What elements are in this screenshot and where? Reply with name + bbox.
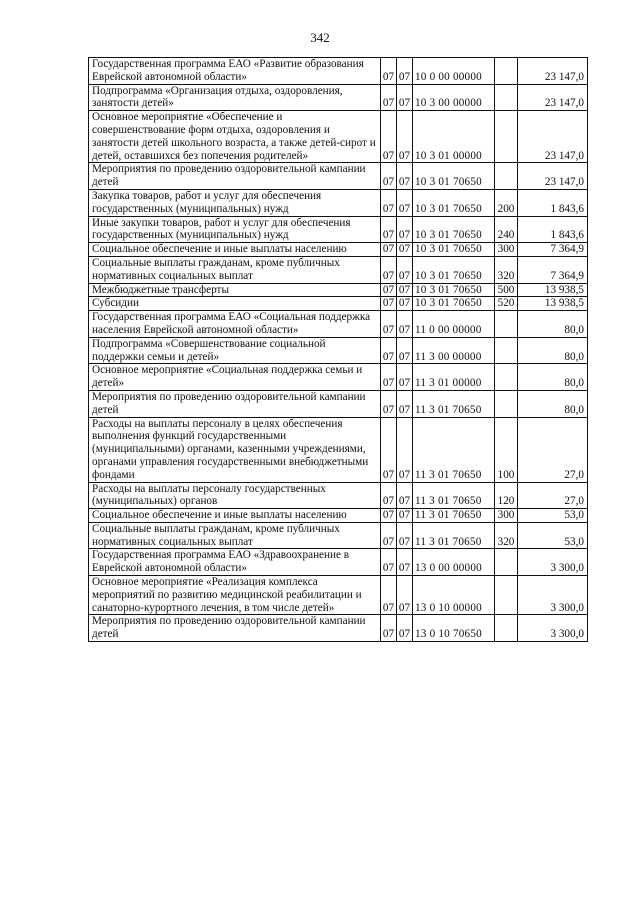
row-subsection: 07 <box>397 189 413 216</box>
row-target-code: 10 3 01 70650 <box>413 243 495 257</box>
table-row <box>89 283 588 297</box>
row-name: Расходы на выплаты персоналу в целях обеспечения выполнения функций государственными (муниципальными) органами, казенными учреждениями, органами управления государственными внебюджетными фондами <box>89 417 381 482</box>
row-target-code: 11 3 01 70650 <box>413 509 495 523</box>
row-subsection: 07 <box>397 364 413 391</box>
row-name: Основное мероприятие «Обеспечение и совершенствование форм отдыха, оздоровления и занятости детей школьного возраста, а также детей-сирот и детей, оставшихся без попечения родителей» <box>89 111 381 163</box>
row-expense-type: 300 <box>495 509 518 523</box>
row-target-code: 11 3 01 70650 <box>413 522 495 549</box>
table-row <box>89 549 588 576</box>
row-expense-type <box>495 337 518 364</box>
row-expense-type <box>495 163 518 190</box>
row-subsection: 07 <box>397 337 413 364</box>
row-section: 07 <box>381 522 397 549</box>
row-section: 07 <box>381 111 397 163</box>
table-row <box>89 256 588 283</box>
row-name: Мероприятия по проведению оздоровительной кампании детей <box>89 615 381 642</box>
row-expense-type <box>495 58 518 85</box>
row-expense-type: 320 <box>495 522 518 549</box>
row-subsection: 07 <box>397 509 413 523</box>
table-row <box>89 482 588 509</box>
row-sum: 3 300,0 <box>518 549 588 576</box>
row-sum: 23 147,0 <box>518 111 588 163</box>
row-expense-type: 200 <box>495 189 518 216</box>
row-expense-type: 240 <box>495 216 518 243</box>
row-expense-type <box>495 390 518 417</box>
row-section: 07 <box>381 482 397 509</box>
row-name: Государственная программа ЕАО «Здравоохранение в Еврейской автономной области» <box>89 549 381 576</box>
table-row <box>89 216 588 243</box>
table-row <box>89 509 588 523</box>
table-row <box>89 84 588 111</box>
row-expense-type <box>495 364 518 391</box>
row-target-code: 11 3 01 00000 <box>413 364 495 391</box>
row-section: 07 <box>381 283 397 297</box>
row-sum: 23 147,0 <box>518 84 588 111</box>
table-row <box>89 337 588 364</box>
row-subsection: 07 <box>397 417 413 482</box>
row-subsection: 07 <box>397 297 413 311</box>
row-sum: 80,0 <box>518 311 588 338</box>
table-row <box>89 297 588 311</box>
row-name: Межбюджетные трансферты <box>89 283 381 297</box>
row-section: 07 <box>381 615 397 642</box>
row-name: Подпрограмма «Организация отдыха, оздоровления, занятости детей» <box>89 84 381 111</box>
row-section: 07 <box>381 364 397 391</box>
row-sum: 80,0 <box>518 337 588 364</box>
row-expense-type <box>495 84 518 111</box>
row-subsection: 07 <box>397 243 413 257</box>
row-subsection: 07 <box>397 84 413 111</box>
table-row <box>89 243 588 257</box>
table-row <box>89 390 588 417</box>
row-section: 07 <box>381 576 397 615</box>
row-sum: 7 364,9 <box>518 243 588 257</box>
row-name: Иные закупки товаров, работ и услуг для обеспечения государственных (муниципальных) нужд <box>89 216 381 243</box>
row-target-code: 10 3 01 70650 <box>413 283 495 297</box>
table-row <box>89 576 588 615</box>
row-name: Основное мероприятие «Реализация комплекса мероприятий по развитию медицинской реабилитации и санаторно-курортного лечения, в том числе детей» <box>89 576 381 615</box>
row-sum: 7 364,9 <box>518 256 588 283</box>
row-expense-type <box>495 615 518 642</box>
row-sum: 13 938,5 <box>518 297 588 311</box>
row-name: Закупка товаров, работ и услуг для обеспечения государственных (муниципальных) нужд <box>89 189 381 216</box>
row-sum: 3 300,0 <box>518 615 588 642</box>
row-name: Подпрограмма «Совершенствование социальной поддержки семьи и детей» <box>89 337 381 364</box>
row-section: 07 <box>381 256 397 283</box>
row-subsection: 07 <box>397 163 413 190</box>
table-row <box>89 417 588 482</box>
row-subsection: 07 <box>397 390 413 417</box>
row-section: 07 <box>381 84 397 111</box>
row-expense-type: 320 <box>495 256 518 283</box>
row-subsection: 07 <box>397 58 413 85</box>
row-name: Социальное обеспечение и иные выплаты населению <box>89 243 381 257</box>
row-expense-type <box>495 576 518 615</box>
row-target-code: 11 3 00 00000 <box>413 337 495 364</box>
row-name: Социальные выплаты гражданам, кроме публичных нормативных социальных выплат <box>89 522 381 549</box>
row-target-code: 10 3 01 70650 <box>413 297 495 311</box>
row-subsection: 07 <box>397 283 413 297</box>
row-name: Мероприятия по проведению оздоровительной кампании детей <box>89 390 381 417</box>
table-row <box>89 311 588 338</box>
row-subsection: 07 <box>397 615 413 642</box>
row-sum: 1 843,6 <box>518 189 588 216</box>
row-sum: 23 147,0 <box>518 163 588 190</box>
row-target-code: 10 3 00 00000 <box>413 84 495 111</box>
row-target-code: 11 3 01 70650 <box>413 482 495 509</box>
row-expense-type <box>495 111 518 163</box>
row-section: 07 <box>381 509 397 523</box>
row-expense-type: 500 <box>495 283 518 297</box>
row-expense-type: 520 <box>495 297 518 311</box>
row-subsection: 07 <box>397 111 413 163</box>
row-section: 07 <box>381 216 397 243</box>
row-subsection: 07 <box>397 522 413 549</box>
row-subsection: 07 <box>397 576 413 615</box>
row-target-code: 13 0 10 70650 <box>413 615 495 642</box>
row-section: 07 <box>381 549 397 576</box>
row-sum: 27,0 <box>518 417 588 482</box>
row-target-code: 11 3 01 70650 <box>413 390 495 417</box>
row-subsection: 07 <box>397 311 413 338</box>
row-sum: 3 300,0 <box>518 576 588 615</box>
row-section: 07 <box>381 297 397 311</box>
row-subsection: 07 <box>397 216 413 243</box>
budget-table <box>88 57 588 642</box>
row-target-code: 11 3 01 70650 <box>413 417 495 482</box>
table-row <box>89 615 588 642</box>
row-target-code: 10 0 00 00000 <box>413 58 495 85</box>
row-name: Социальные выплаты гражданам, кроме публичных нормативных социальных выплат <box>89 256 381 283</box>
row-section: 07 <box>381 417 397 482</box>
row-expense-type <box>495 549 518 576</box>
row-subsection: 07 <box>397 549 413 576</box>
row-section: 07 <box>381 337 397 364</box>
row-section: 07 <box>381 163 397 190</box>
table-row <box>89 163 588 190</box>
row-section: 07 <box>381 390 397 417</box>
row-sum: 53,0 <box>518 522 588 549</box>
row-sum: 23 147,0 <box>518 58 588 85</box>
row-target-code: 10 3 01 70650 <box>413 163 495 190</box>
table-row <box>89 111 588 163</box>
row-expense-type: 100 <box>495 417 518 482</box>
row-expense-type: 120 <box>495 482 518 509</box>
row-sum: 80,0 <box>518 390 588 417</box>
table-row <box>89 58 588 85</box>
row-subsection: 07 <box>397 256 413 283</box>
table-body <box>89 58 588 642</box>
row-target-code: 10 3 01 70650 <box>413 256 495 283</box>
row-target-code: 13 0 00 00000 <box>413 549 495 576</box>
row-sum: 1 843,6 <box>518 216 588 243</box>
row-sum: 80,0 <box>518 364 588 391</box>
row-section: 07 <box>381 243 397 257</box>
row-target-code: 11 0 00 00000 <box>413 311 495 338</box>
row-expense-type <box>495 311 518 338</box>
row-target-code: 13 0 10 00000 <box>413 576 495 615</box>
row-section: 07 <box>381 58 397 85</box>
row-name: Основное мероприятие «Социальная поддержка семьи и детей» <box>89 364 381 391</box>
table-row <box>89 522 588 549</box>
table-row <box>89 364 588 391</box>
row-target-code: 10 3 01 70650 <box>413 189 495 216</box>
row-subsection: 07 <box>397 482 413 509</box>
row-name: Социальное обеспечение и иные выплаты населению <box>89 509 381 523</box>
row-name: Государственная программа ЕАО «Социальная поддержка населения Еврейской автономной области» <box>89 311 381 338</box>
row-sum: 53,0 <box>518 509 588 523</box>
row-target-code: 10 3 01 70650 <box>413 216 495 243</box>
row-name: Государственная программа ЕАО «Развитие образования Еврейской автономной области» <box>89 58 381 85</box>
row-expense-type: 300 <box>495 243 518 257</box>
row-target-code: 10 3 01 00000 <box>413 111 495 163</box>
row-section: 07 <box>381 189 397 216</box>
row-name: Субсидии <box>89 297 381 311</box>
row-sum: 13 938,5 <box>518 283 588 297</box>
row-sum: 27,0 <box>518 482 588 509</box>
page-number: 342 <box>310 30 330 45</box>
row-name: Мероприятия по проведению оздоровительной кампании детей <box>89 163 381 190</box>
table-row <box>89 189 588 216</box>
row-section: 07 <box>381 311 397 338</box>
row-name: Расходы на выплаты персоналу государственных (муниципальных) органов <box>89 482 381 509</box>
